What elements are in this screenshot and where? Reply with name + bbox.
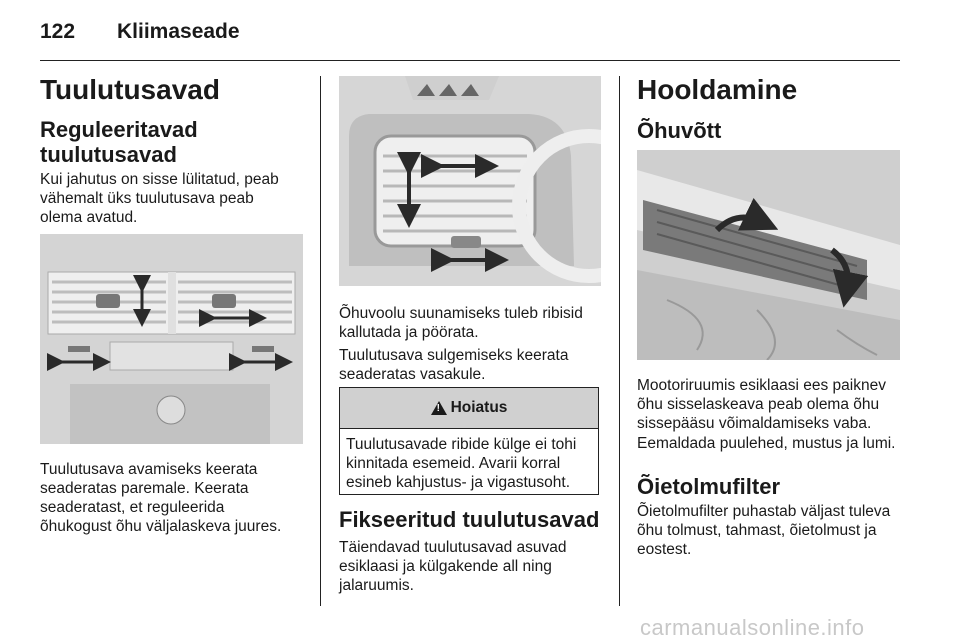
center-vents-illustration bbox=[40, 234, 303, 444]
section-title: Kliimaseade bbox=[117, 20, 240, 43]
fixed-vents-heading: Fikseeritud tuulutusavad bbox=[339, 507, 600, 532]
subheading-line-2: tuulutusavad bbox=[40, 142, 177, 167]
warning-text: Tuulutusavade ribide külge ei tohi kinnitada esemeid. Avarii korral esineb kahjustus- ja vigastusoht. bbox=[346, 436, 577, 491]
louver-text: Õhuvoolu suunamiseks tuleb ribisid kallutada ja pöörata. bbox=[339, 305, 583, 341]
fixed-vents-text: Täiendavad tuulutusavad asuvad esiklaasi ja külgakende all ning jalaruumis. bbox=[339, 539, 567, 594]
air-intake-heading: Õhuvõtt bbox=[637, 118, 722, 143]
page-number: 122 bbox=[40, 20, 76, 43]
pollen-filter-heading: Õietolmufilter bbox=[637, 474, 781, 499]
header-divider bbox=[40, 60, 900, 61]
watermark: carmanualsonline.info bbox=[640, 615, 865, 640]
operation-text: Tuulutusava avamiseks keerata seaderatas paremale. Keerata seaderatast, et reguleerida õhukogust õhu väljalaskeva juures. bbox=[40, 461, 282, 535]
subheading-line-1: Reguleeritavad bbox=[40, 117, 198, 142]
air-intake-text: Mootoriruumis esiklaasi ees paiknev õhu sisselaskeava peab olema õhu sissepääsu võimaldamiseks vaba. bbox=[637, 377, 886, 432]
cleaning-text: Eemaldada puulehed, mustus ja lumi. bbox=[637, 435, 896, 452]
warning-triangle-icon bbox=[431, 401, 447, 415]
warning-header bbox=[340, 388, 598, 429]
side-vent-illustration bbox=[339, 76, 601, 286]
section-heading: Tuulutusavad bbox=[40, 74, 220, 105]
pollen-filter-text: Õietolmufilter puhastab väljast tuleva õhu tolmust, tahmast, õietolmust ja eostest. bbox=[637, 503, 891, 558]
intro-text: Kui jahutus on sisse lülitatud, peab vähemalt üks tuulutusava peab olema avatud. bbox=[40, 171, 279, 226]
column-divider-1 bbox=[320, 76, 321, 606]
warning-box bbox=[339, 387, 599, 495]
warning-title: Hoiatus bbox=[450, 399, 508, 416]
maintenance-heading: Hooldamine bbox=[637, 74, 798, 105]
air-intake-illustration bbox=[637, 150, 900, 360]
column-divider-2 bbox=[619, 76, 620, 606]
closing-text: Tuulutusava sulgemiseks keerata seaderatas vasakule. bbox=[339, 347, 569, 383]
